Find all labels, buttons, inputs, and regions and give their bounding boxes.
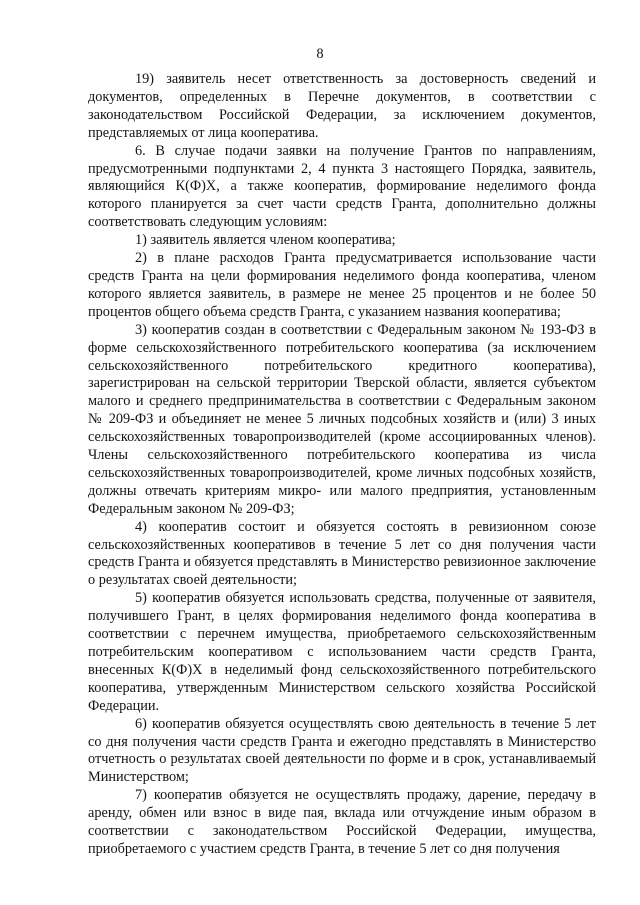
condition-3: 3) кооператив создан в соответствии с Федеральным законом № 193-ФЗ в форме сельскохозяйственного потребительского кооператива (за исключением сельскохозяйственного потребительского кредитного кооператива), зарегистрирован на сельской территории Тверской области, является субъектом малого и среднего предпринимательства в соответствии с Федеральным законом № 209-ФЗ и объединяет не менее 5 личных подсобных хозяйств и (или) 3 иных сельскохозяйственных товаропроизводителей (кроме ассоциированных членов). Члены сельскохозяйственного потребительского кооператива из числа сельскохозяйственных товаропроизводителей, кроме личных подсобных хозяйств, должны отвечать критериям микро- или малого предприятия, установленным Федеральным законом № 209-ФЗ; (88, 321, 596, 517)
condition-7: 7) кооператив обязуется не осуществлять продажу, дарение, передачу в аренду, обмен или взнос в виде пая, вклада или отчуждение иным образом в соответствии с законодательством Российской Федерации, имущества, приобретаемого с участием средств Гранта, в течение 5 лет со дня получения (88, 787, 596, 857)
condition-4: 4) кооператив состоит и обязуется состоять в ревизионном союзе сельскохозяйственных кооперативов в течение 5 лет со дня получения части средств Гранта и обязуется представлять в Министерство ревизионное заключение о результатах своей деятельности; (88, 518, 596, 589)
condition-1: 1) заявитель является членом кооператива; (135, 232, 396, 249)
paragraph-19: 19) заявитель несет ответственность за достоверность сведений и документов, определенных в Перечне документов, в соответствии с законодательством Российской Федерации, за исключением документов, представляемых от лица кооператива. (88, 71, 596, 141)
document-body (88, 71, 596, 859)
condition-6: 6) кооператив обязуется осуществлять свою деятельность в течение 5 лет со дня получения части средств Гранта и ежегодно представлять в Министерство отчетность о результатах своей деятельности по форме и в срок, устанавливаемый Министерством; (88, 715, 596, 786)
condition-5: 5) кооператив обязуется использовать средства, полученные от заявителя, получившего Грант, в целях формирования неделимого фонда кооператива в соответствии с перечнем имущества, приобретаемого сельскохозяйственным потребительским кооперативом с использованием части средств Гранта, внесенных К(Ф)Х в неделимый фонд сельскохозяйственного потребительского кооператива, утвержденным Министерством сельского хозяйства Российской Федерации. (88, 590, 596, 714)
paragraph-6: 6. В случае подачи заявки на получение Грантов по направлениям, предусмотренными подпунктами 2, 4 пункта 3 настоящего Порядка, заявитель, являющийся К(Ф)Х, а также кооператив, формирование неделимого фонда которого планируется за счет части средств Гранта, дополнительно должны соответствовать следующим условиям: (88, 142, 596, 231)
page-number: 8 (316, 46, 324, 62)
condition-2: 2) в плане расходов Гранта предусматривается использование части средств Гранта на цели формирования неделимого фонда кооператива, членом которого является заявитель, в размере не менее 25 процентов и не более 50 процентов общего объема средств Гранта, с указанием названия кооператива; (88, 250, 596, 320)
